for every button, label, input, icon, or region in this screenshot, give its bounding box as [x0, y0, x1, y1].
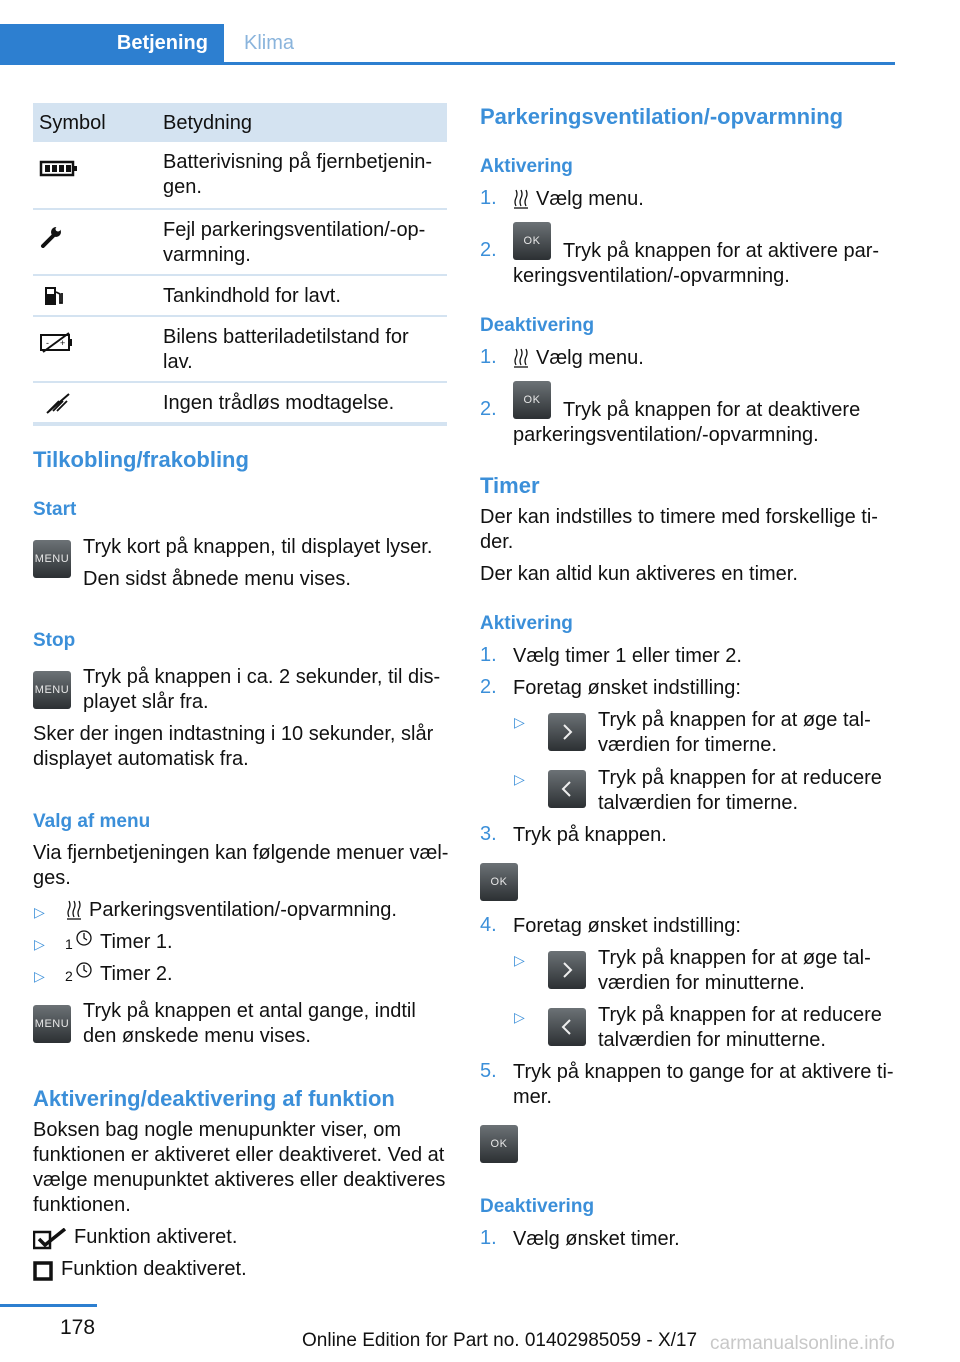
list-item: Timer 1. [100, 931, 173, 953]
section-title: Tilkobling/frakobling [33, 447, 249, 472]
paragraph: Tryk på knappen et antal gange, indtil [83, 1000, 416, 1022]
bullet-triangle-icon: ▷ [34, 968, 45, 984]
subsection-title: Start [33, 499, 77, 520]
bullet-triangle-icon: ▷ [514, 1009, 525, 1025]
bullet-triangle-icon: ▷ [514, 952, 525, 968]
chevron-right-icon [548, 951, 586, 989]
section-title: Timer [480, 473, 540, 498]
menu-button-icon: MENU [33, 671, 71, 709]
tab-betjening[interactable]: Betjening [0, 24, 224, 62]
paragraph: ges. [33, 867, 71, 889]
step-number: 2. [480, 398, 497, 420]
paragraph: Funktion aktiveret. [74, 1226, 238, 1248]
row-text: gen. [163, 176, 202, 198]
battery-low-icon [39, 331, 79, 355]
paragraph: der. [480, 531, 514, 553]
fuel-pump-icon [39, 284, 79, 308]
paragraph: displayet automatisk fra. [33, 748, 249, 770]
subsection-title: Valg af menu [33, 811, 151, 832]
step-text: mer. [513, 1086, 552, 1108]
bullet-triangle-icon: ▷ [34, 936, 45, 952]
paragraph: funktionen. [33, 1194, 131, 1216]
paragraph: Funktion deaktiveret. [61, 1258, 247, 1280]
tab-klima[interactable]: Klima [244, 32, 295, 54]
step-text: Vælg ønsket timer. [513, 1228, 680, 1250]
bullet-triangle-icon: ▷ [34, 904, 45, 920]
step-text: Tryk på knappen for at aktivere par- [563, 240, 880, 262]
step-number: 4. [480, 914, 497, 936]
bullet-triangle-icon: ▷ [514, 714, 525, 730]
paragraph: Sker der ingen indtastning i 10 sekunder, slår [33, 723, 434, 745]
wrench-icon [39, 224, 79, 248]
subsection-title: Deaktivering [480, 1196, 595, 1217]
paragraph: Tryk kort på knappen, til displayet lyser. [83, 536, 433, 558]
paragraph: Via fjernbetjeningen kan følgende menuer væl- [33, 842, 449, 864]
section-title: Aktivering/deaktivering af funktion [33, 1086, 395, 1111]
step-text: værdien for minutterne. [598, 972, 805, 994]
chevron-right-icon [548, 713, 586, 751]
timer-clock-icon [74, 928, 94, 948]
row-text: varmning. [163, 244, 251, 266]
timer-clock-icon [74, 960, 94, 980]
heat-waves-icon [66, 899, 82, 921]
step-number: 5. [480, 1060, 497, 1082]
subsection-title: Deaktivering [480, 315, 595, 336]
section-title: Parkeringsventilation/-opvarmning [480, 104, 844, 129]
list-item: Parkeringsventilation/-opvarmning. [89, 899, 397, 921]
step-text: Tryk på knappen. [513, 824, 667, 846]
paragraph: Boksen bag nogle menupunkter viser, om [33, 1119, 401, 1141]
menu-button-icon: MENU [33, 540, 71, 578]
step-text: Tryk på knappen for at deaktivere [563, 399, 861, 421]
table-row [33, 383, 447, 422]
step-text: Tryk på knappen for at øge tal- [598, 947, 871, 969]
col-meaning: Betydning [163, 112, 252, 134]
paragraph: Tryk på knappen i ca. 2 sekunder, til dis- [83, 666, 441, 688]
checked-box-icon [33, 1228, 67, 1250]
step-text: talværdien for timerne. [598, 792, 799, 814]
paragraph: Der kan altid kun aktiveres en timer. [480, 563, 798, 585]
col-symbol: Symbol [39, 112, 106, 134]
paragraph: Den sidst åbnede menu vises. [83, 568, 351, 590]
footer-rule [0, 1304, 97, 1307]
row-text: Fejl parkeringsventilation/-op- [163, 219, 426, 241]
svg-text:+: + [60, 338, 66, 348]
heat-waves-icon [513, 347, 529, 369]
chevron-left-icon [548, 1008, 586, 1046]
step-number: 3. [480, 823, 497, 845]
timer-number: 2 [65, 968, 73, 984]
ok-button-icon: OK [513, 381, 551, 419]
paragraph: den ønskede menu vises. [83, 1025, 311, 1047]
step-text: Tryk på knappen for at reducere [598, 767, 882, 789]
bullet-triangle-icon: ▷ [514, 771, 525, 787]
table-row [33, 210, 447, 276]
header-bar [0, 24, 895, 65]
step-text: Tryk på knappen to gange for at aktivere ti- [513, 1061, 894, 1083]
table-bottom-rule [33, 422, 447, 426]
table-header [33, 103, 447, 142]
svg-text:-: - [46, 338, 49, 348]
subsection-title: Aktivering [480, 156, 573, 177]
step-text: Tryk på knappen for at øge tal- [598, 709, 871, 731]
step-text: keringsventilation/-opvarmning. [513, 265, 790, 287]
table-row [33, 317, 447, 383]
watermark: carmanualsonline.info [710, 1333, 895, 1354]
step-text: Vælg timer 1 eller timer 2. [513, 645, 742, 667]
paragraph: funktionen er aktiveret eller deaktiveret. Ved at [33, 1144, 445, 1166]
paragraph: vælge menupunktet aktiveres eller deaktiveres [33, 1169, 446, 1191]
page-number: 178 [60, 1316, 96, 1339]
list-item: Timer 2. [100, 963, 173, 985]
step-text: parkeringsventilation/-opvarmning. [513, 424, 819, 446]
timer-number: 1 [65, 936, 73, 952]
chevron-left-icon [548, 770, 586, 808]
battery-icon [39, 156, 79, 180]
step-text: Vælg menu. [536, 188, 644, 210]
step-text: Tryk på knappen for at reducere [598, 1004, 882, 1026]
heat-waves-icon [513, 188, 529, 210]
row-text: Bilens batteriladetilstand for [163, 326, 409, 348]
ok-button-icon: OK [480, 863, 518, 901]
step-number: 2. [480, 676, 497, 698]
no-signal-icon [39, 391, 79, 415]
row-text: Batterivisning på fjernbetjenin- [163, 151, 433, 173]
symbol-table [33, 103, 447, 426]
step-text: talværdien for minutterne. [598, 1029, 826, 1051]
subsection-title: Aktivering [480, 613, 573, 634]
edition-text: Online Edition for Part no. 01402985059 - X/17 [302, 1330, 698, 1351]
subsection-title: Stop [33, 630, 76, 651]
step-number: 2. [480, 239, 497, 261]
unchecked-box-icon [33, 1261, 53, 1281]
step-text: værdien for timerne. [598, 734, 777, 756]
menu-button-icon: MENU [33, 1005, 71, 1043]
ok-button-icon: OK [480, 1125, 518, 1163]
step-text: Foretag ønsket indstilling: [513, 677, 741, 699]
step-text: Foretag ønsket indstilling: [513, 915, 741, 937]
step-number: 1. [480, 346, 497, 368]
step-number: 1. [480, 1227, 497, 1249]
ok-button-icon: OK [513, 222, 551, 260]
step-number: 1. [480, 644, 497, 666]
row-text: Ingen trådløs modtagelse. [163, 392, 395, 414]
row-text: Tankindhold for lavt. [163, 285, 341, 307]
table-row [33, 276, 447, 317]
row-text: lav. [163, 351, 193, 373]
step-text: Vælg menu. [536, 347, 644, 369]
step-number: 1. [480, 187, 497, 209]
paragraph: playet slår fra. [83, 691, 209, 713]
table-row [33, 142, 447, 210]
paragraph: Der kan indstilles to timere med forskellige ti- [480, 506, 878, 528]
